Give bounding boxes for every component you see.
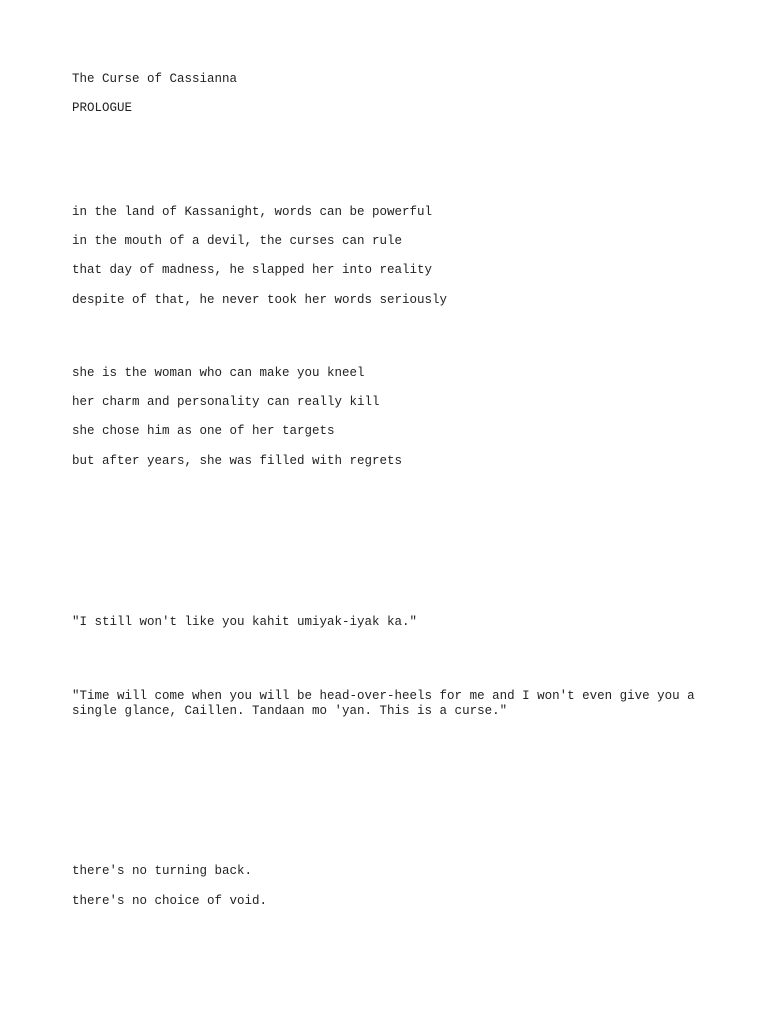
stanza1-line-3: that day of madness, he slapped her into reality — [72, 263, 433, 277]
dialogue-quote-1: "I still won't like you kahit umiyak-iyak ka." — [72, 615, 418, 629]
stanza2-line-4: but after years, she was filled with regrets — [72, 454, 403, 468]
stanza2-line-2: her charm and personality can really kill — [72, 395, 380, 409]
stanza1-line-1: in the land of Kassanight, words can be powerful — [72, 205, 433, 219]
stanza2-line-3: she chose him as one of her targets — [72, 424, 335, 438]
stanza1-line-2: in the mouth of a devil, the curses can rule — [72, 234, 403, 248]
stanza1-line-4: despite of that, he never took her words seriously — [72, 293, 448, 307]
section-heading: PROLOGUE — [72, 101, 133, 115]
stanza2-line-1: she is the woman who can make you kneel — [72, 366, 365, 380]
dialogue-quote-2: "Time will come when you will be head-over-heels for me and I won't even give you a single glance, Caillen. Tandaan mo 'yan. This is a curse." — [72, 689, 695, 718]
document-title: The Curse of Cassianna — [72, 72, 238, 86]
closing-line-2: there's no choice of void. — [72, 894, 268, 908]
closing-line-1: there's no turning back. — [72, 864, 253, 878]
